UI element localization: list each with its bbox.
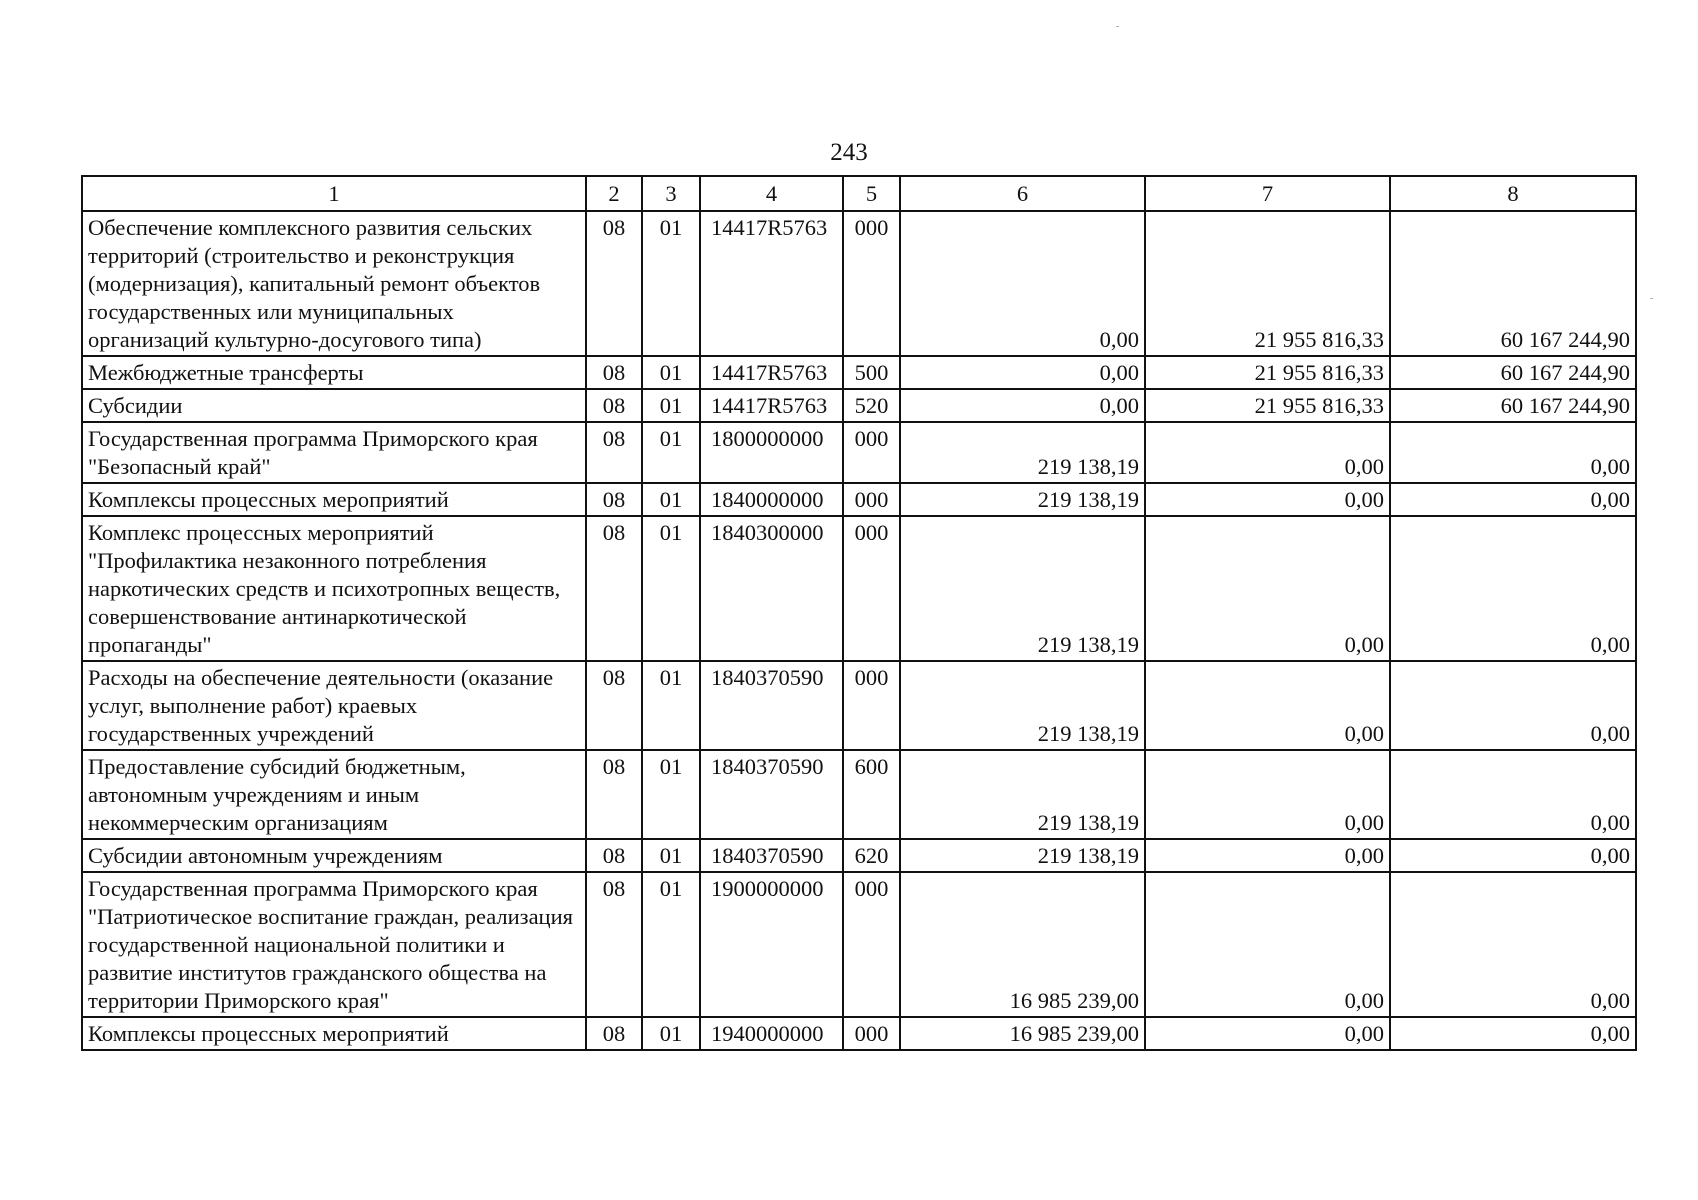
- amount-col-8: 0,00: [1390, 872, 1636, 1017]
- expense-type-code: 000: [843, 1017, 900, 1050]
- row-name: Комплексы процессных мероприятий: [82, 1017, 586, 1050]
- amount-col-6: 219 138,19: [900, 661, 1145, 750]
- subsection-code: 01: [642, 516, 700, 661]
- amount-col-6: 219 138,19: [900, 422, 1145, 483]
- row-name: Государственная программа Приморского края "Патриотическое воспитание граждан, реализация государственной национальной политики и развитие институтов гражданского общества на территории Приморского края": [82, 872, 586, 1017]
- target-article-code: 1840370590: [700, 750, 843, 839]
- header-cell-3: 3: [642, 176, 700, 211]
- target-article-code: 14417R5763: [700, 389, 843, 422]
- target-article-code: 1840370590: [700, 839, 843, 872]
- subsection-code: 01: [642, 483, 700, 516]
- target-article-code: 1840370590: [700, 661, 843, 750]
- section-code: 08: [586, 483, 642, 516]
- section-code: 08: [586, 422, 642, 483]
- amount-col-7: 0,00: [1145, 516, 1390, 661]
- table-row: [82, 516, 1636, 661]
- amount-col-7: 21 955 816,33: [1145, 389, 1390, 422]
- amount-col-6: 0,00: [900, 356, 1145, 389]
- amount-col-8: 60 167 244,90: [1390, 356, 1636, 389]
- subsection-code: 01: [642, 1017, 700, 1050]
- header-row: [82, 176, 1636, 211]
- amount-col-7: 0,00: [1145, 750, 1390, 839]
- section-code: 08: [586, 516, 642, 661]
- page-number: 243: [830, 139, 868, 166]
- subsection-code: 01: [642, 422, 700, 483]
- target-article-code: 14417R5763: [700, 356, 843, 389]
- header-cell-4: 4: [700, 176, 843, 211]
- amount-col-8: 0,00: [1390, 750, 1636, 839]
- header-cell-6: 6: [900, 176, 1145, 211]
- expense-type-code: 000: [843, 516, 900, 661]
- amount-col-6: 219 138,19: [900, 750, 1145, 839]
- table-row: [82, 750, 1636, 839]
- amount-col-8: 0,00: [1390, 422, 1636, 483]
- row-name: Государственная программа Приморского края "Безопасный край": [82, 422, 586, 483]
- header-cell-1: 1: [82, 176, 586, 211]
- table-row: [82, 483, 1636, 516]
- budget-table: [81, 175, 1637, 1051]
- expense-type-code: 620: [843, 839, 900, 872]
- target-article-code: 14417R5763: [700, 211, 843, 356]
- amount-col-8: 0,00: [1390, 661, 1636, 750]
- target-article-code: 1940000000: [700, 1017, 843, 1050]
- section-code: 08: [586, 1017, 642, 1050]
- amount-col-8: 0,00: [1390, 483, 1636, 516]
- amount-col-8: 0,00: [1390, 1017, 1636, 1050]
- expense-type-code: 500: [843, 356, 900, 389]
- table-row: [82, 422, 1636, 483]
- header-cell-5: 5: [843, 176, 900, 211]
- row-name: Межбюджетные трансферты: [82, 356, 586, 389]
- amount-col-7: 0,00: [1145, 839, 1390, 872]
- table-row: [82, 661, 1636, 750]
- table-row: [82, 211, 1636, 356]
- amount-col-6: 219 138,19: [900, 516, 1145, 661]
- amount-col-7: 0,00: [1145, 872, 1390, 1017]
- section-code: 08: [586, 356, 642, 389]
- section-code: 08: [586, 750, 642, 839]
- expense-type-code: 000: [843, 422, 900, 483]
- amount-col-7: 21 955 816,33: [1145, 356, 1390, 389]
- target-article-code: 1840300000: [700, 516, 843, 661]
- target-article-code: 1840000000: [700, 483, 843, 516]
- section-code: 08: [586, 872, 642, 1017]
- header-cell-7: 7: [1145, 176, 1390, 211]
- row-name: Обеспечение комплексного развития сельских территорий (строительство и реконструкция (модернизация), капитальный ремонт объектов государственных или муниципальных организаций культурно-досугового типа): [82, 211, 586, 356]
- subsection-code: 01: [642, 356, 700, 389]
- section-code: 08: [586, 839, 642, 872]
- target-article-code: 1800000000: [700, 422, 843, 483]
- amount-col-7: 21 955 816,33: [1145, 211, 1390, 356]
- table-row: [82, 1017, 1636, 1050]
- row-name: Расходы на обеспечение деятельности (оказание услуг, выполнение работ) краевых государственных учреждений: [82, 661, 586, 750]
- amount-col-6: 0,00: [900, 389, 1145, 422]
- amount-col-8: 60 167 244,90: [1390, 389, 1636, 422]
- amount-col-7: 0,00: [1145, 1017, 1390, 1050]
- table-row: [82, 389, 1636, 422]
- subsection-code: 01: [642, 872, 700, 1017]
- row-name: Комплекс процессных мероприятий "Профилактика незаконного потребления наркотических средств и психотропных веществ, совершенствование антинаркотической пропаганды": [82, 516, 586, 661]
- scan-speck: [1116, 26, 1119, 27]
- row-name: Субсидии автономным учреждениям: [82, 839, 586, 872]
- subsection-code: 01: [642, 211, 700, 356]
- header-cell-8: 8: [1390, 176, 1636, 211]
- subsection-code: 01: [642, 389, 700, 422]
- target-article-code: 1900000000: [700, 872, 843, 1017]
- table-row: [82, 872, 1636, 1017]
- subsection-code: 01: [642, 839, 700, 872]
- amount-col-6: 16 985 239,00: [900, 872, 1145, 1017]
- section-code: 08: [586, 661, 642, 750]
- amount-col-6: 16 985 239,00: [900, 1017, 1145, 1050]
- expense-type-code: 000: [843, 661, 900, 750]
- amount-col-6: 219 138,19: [900, 483, 1145, 516]
- expense-type-code: 000: [843, 483, 900, 516]
- expense-type-code: 520: [843, 389, 900, 422]
- expense-type-code: 000: [843, 872, 900, 1017]
- amount-col-8: 0,00: [1390, 839, 1636, 872]
- amount-col-8: 60 167 244,90: [1390, 211, 1636, 356]
- table-row: [82, 839, 1636, 872]
- subsection-code: 01: [642, 661, 700, 750]
- amount-col-7: 0,00: [1145, 483, 1390, 516]
- row-name: Субсидии: [82, 389, 586, 422]
- header-cell-2: 2: [586, 176, 642, 211]
- table-row: [82, 356, 1636, 389]
- expense-type-code: 000: [843, 211, 900, 356]
- expense-type-code: 600: [843, 750, 900, 839]
- scan-speck: [1650, 298, 1653, 299]
- section-code: 08: [586, 211, 642, 356]
- row-name: Предоставление субсидий бюджетным, автономным учреждениям и иным некоммерческим организациям: [82, 750, 586, 839]
- amount-col-8: 0,00: [1390, 516, 1636, 661]
- section-code: 08: [586, 389, 642, 422]
- subsection-code: 01: [642, 750, 700, 839]
- amount-col-7: 0,00: [1145, 661, 1390, 750]
- amount-col-7: 0,00: [1145, 422, 1390, 483]
- amount-col-6: 0,00: [900, 211, 1145, 356]
- amount-col-6: 219 138,19: [900, 839, 1145, 872]
- row-name: Комплексы процессных мероприятий: [82, 483, 586, 516]
